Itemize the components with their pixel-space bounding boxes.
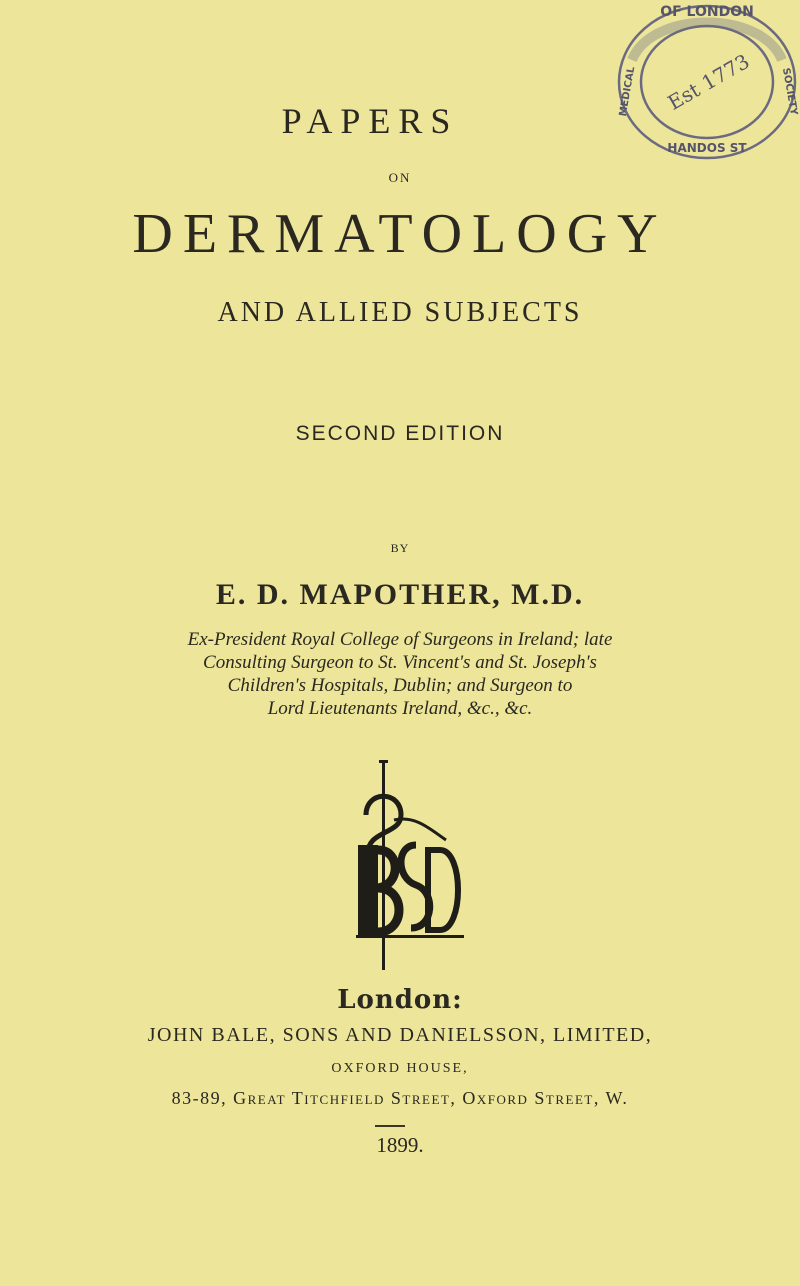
svg-text:MEDICAL: MEDICAL (617, 65, 638, 118)
title-line-on: ON (388, 170, 412, 185)
author-credentials-line: Consulting Surgeon to St. Vincent's and St. Joseph's (203, 652, 597, 673)
author-credentials-line: Ex-President Royal College of Surgeons in Ireland; late (187, 629, 613, 650)
svg-text:HANDOS ST: HANDOS ST (667, 141, 747, 155)
imprint-address: 83-89, Great Titchfield Street, Oxford Street, W. (171, 1088, 629, 1108)
by-label: BY (390, 541, 410, 555)
imprint-year: 1899. (376, 1133, 424, 1157)
imprint-house: OXFORD HOUSE, (331, 1061, 469, 1076)
title-main: DERMATOLOGY (132, 203, 668, 265)
title-line-papers: PAPERS (281, 101, 459, 141)
title-subtitle: AND ALLIED SUBJECTS (217, 297, 583, 328)
edition: SECOND EDITION (295, 422, 505, 445)
svg-text:SOCIETY: SOCIETY (779, 67, 800, 116)
author-credentials-line: Lord Lieutenants Ireland, &c., &c. (267, 698, 533, 719)
author-name: E. D. MAPOTHER, M.D. (215, 578, 585, 611)
imprint-publisher: JOHN BALE, SONS AND DANIELSSON, LIMITED, (147, 1024, 653, 1046)
author-credentials-line: Children's Hospitals, Dublin; and Surgeon to (227, 675, 573, 696)
divider (375, 1125, 405, 1127)
svg-text:Est 1773: Est 1773 (663, 49, 754, 115)
publisher-monogram-icon (356, 760, 466, 970)
svg-text:OF LONDON: OF LONDON (660, 4, 754, 20)
imprint-city: London: (337, 985, 463, 1015)
